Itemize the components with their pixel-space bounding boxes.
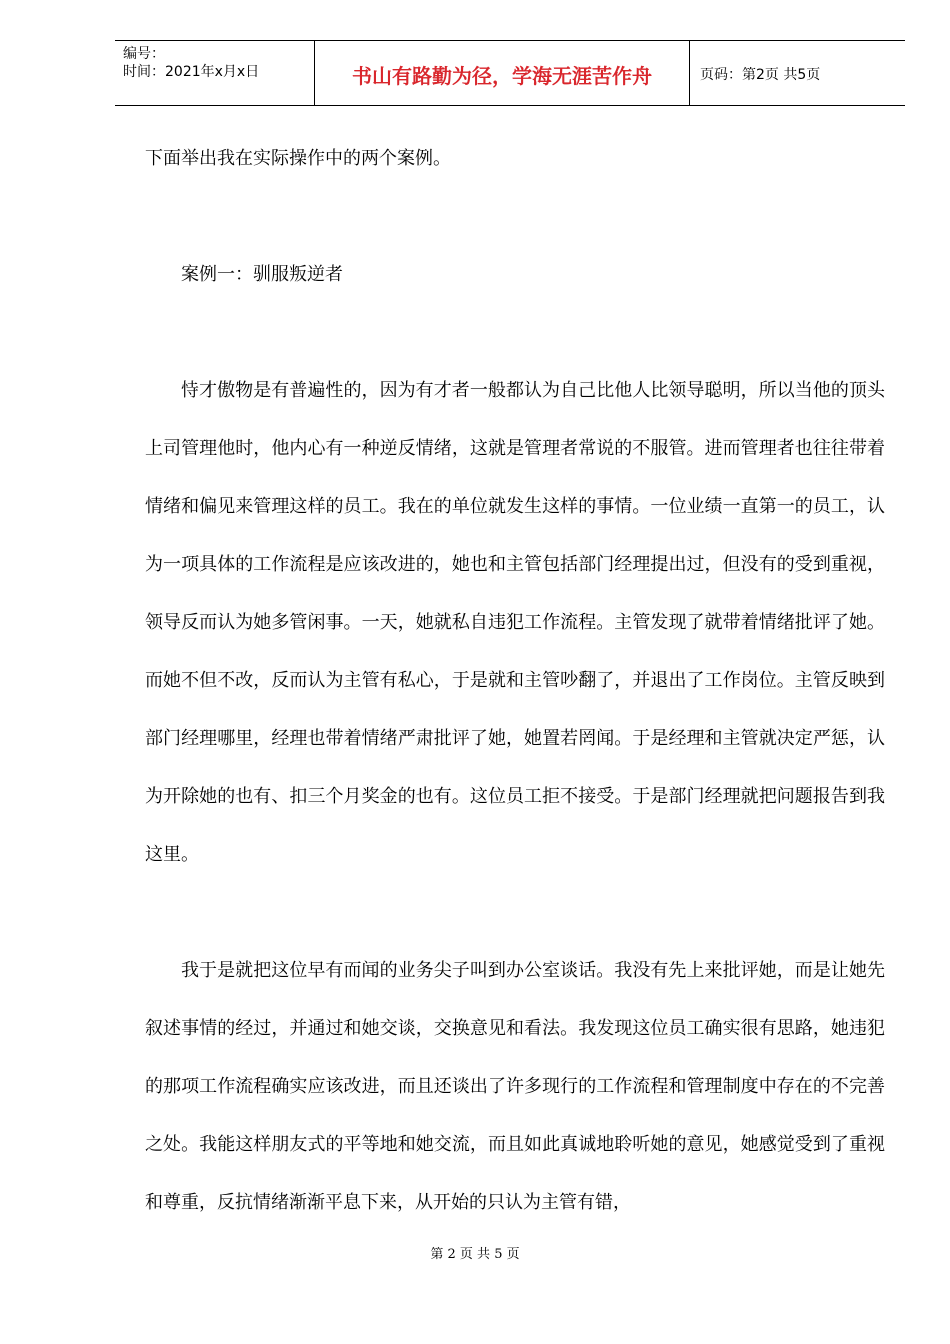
header-motto-cell bbox=[315, 41, 690, 105]
page-footer: 第 2 页 共 5 页 bbox=[430, 1247, 520, 1262]
spacer bbox=[145, 304, 885, 362]
spacer bbox=[145, 188, 885, 246]
case-title: 案例一：驯服叛逆者 bbox=[181, 264, 343, 285]
body-paragraph: 恃才傲物是有普遍性的，因为有才者一般都认为自己比他人比领导聪明，所以当他的顶头上司管理他时，他内心有一种逆反情绪，这就是管理者常说的不服管。进而管理者也往往带着情绪和偏见来管理这样的员工。我在的单位就发生这样的事情。一位业绩一直第一的员工，认为一项具体的工作流程是应该改进的，她也和主管包括部门经理提出过，但没有的受到重视，领导反而认为她多管闲事。一天，她就私自违犯工作流程。主管发现了就带着情绪批评了她。而她不但不改，反而认为主管有私心，于是就和主管吵翻了，并退出了工作岗位。主管反映到部门经理哪里，经理也带着情绪严肃批评了她，她置若罔闻。于是经理和主管就决定严惩，认为开除她的也有、扣三个月奖金的也有。这位员工拒不接受。于是部门经理就把问题报告到我这里。 bbox=[145, 380, 885, 865]
intro-paragraph: 下面举出我在实际操作中的两个案例。 bbox=[145, 148, 451, 169]
document-header bbox=[115, 40, 905, 106]
document-body bbox=[145, 130, 885, 1232]
header-page-cell bbox=[690, 41, 905, 105]
body-paragraph: 我于是就把这位早有而闻的业务尖子叫到办公室谈话。我没有先上来批评她，而是让她先叙述事情的经过，并通过和她交谈，交换意见和看法。我发现这位员工确实很有思路，她违犯的那项工作流程确实应该改进，而且还谈出了许多现行的工作流程和管理制度中存在的不完善之处。我能这样朋友式的平等地和她交流，而且如此真诚地聆听她的意见，她感觉受到了重视和尊重，反抗情绪渐渐平息下来，从开始的只认为主管有错， bbox=[145, 960, 885, 1213]
document-date-label: 时间：2021年x月x日 bbox=[123, 64, 260, 80]
document-number-label: 编号： bbox=[123, 46, 165, 62]
header-page-number: 页码：第2页 共5页 bbox=[700, 67, 821, 83]
header-meta-cell bbox=[115, 41, 315, 105]
motto-text: 书山有路勤为径，学海无涯苦作舟 bbox=[352, 64, 652, 88]
spacer bbox=[145, 884, 885, 942]
